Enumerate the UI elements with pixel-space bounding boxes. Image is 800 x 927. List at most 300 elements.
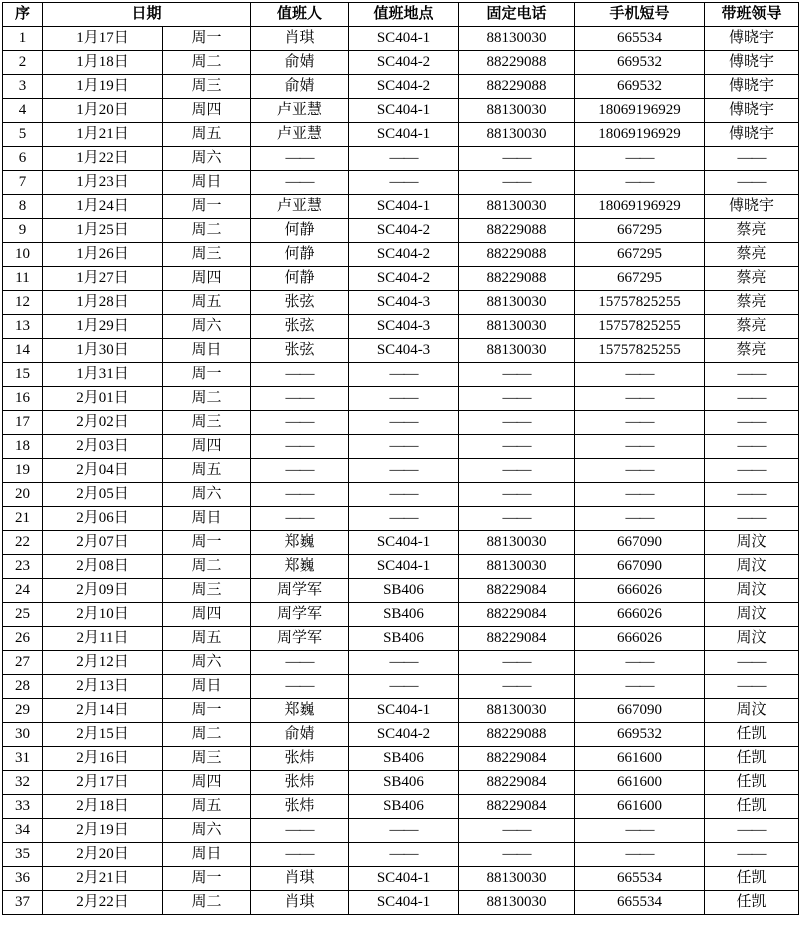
cell-mobile: —— xyxy=(575,411,705,435)
cell-mobile: —— xyxy=(575,507,705,531)
table-row xyxy=(3,339,799,363)
cell-place: SC404-1 xyxy=(349,555,459,579)
cell-leader: —— xyxy=(705,387,799,411)
cell-seq: 25 xyxy=(3,603,43,627)
cell-date: 1月30日 xyxy=(43,339,163,363)
cell-seq: 29 xyxy=(3,699,43,723)
cell-leader: —— xyxy=(705,411,799,435)
cell-phone: —— xyxy=(459,147,575,171)
cell-date: 2月18日 xyxy=(43,795,163,819)
table-row xyxy=(3,867,799,891)
cell-week: 周六 xyxy=(163,651,251,675)
cell-date: 2月14日 xyxy=(43,699,163,723)
cell-mobile: 669532 xyxy=(575,75,705,99)
table-row xyxy=(3,315,799,339)
cell-seq: 11 xyxy=(3,267,43,291)
cell-phone: —— xyxy=(459,363,575,387)
cell-date: 2月11日 xyxy=(43,627,163,651)
cell-date: 1月29日 xyxy=(43,315,163,339)
cell-date: 2月21日 xyxy=(43,867,163,891)
cell-person: 张炜 xyxy=(251,747,349,771)
cell-mobile: 661600 xyxy=(575,747,705,771)
cell-phone: 88229084 xyxy=(459,579,575,603)
cell-phone: 88130030 xyxy=(459,27,575,51)
cell-phone: —— xyxy=(459,843,575,867)
cell-mobile: 666026 xyxy=(575,603,705,627)
cell-seq: 34 xyxy=(3,819,43,843)
table-row xyxy=(3,363,799,387)
cell-person: 郑巍 xyxy=(251,699,349,723)
cell-seq: 9 xyxy=(3,219,43,243)
cell-phone: 88130030 xyxy=(459,867,575,891)
cell-seq: 33 xyxy=(3,795,43,819)
cell-place: SC404-2 xyxy=(349,267,459,291)
cell-phone: 88130030 xyxy=(459,531,575,555)
cell-date: 2月09日 xyxy=(43,579,163,603)
cell-leader: —— xyxy=(705,363,799,387)
cell-mobile: 15757825255 xyxy=(575,291,705,315)
cell-person: —— xyxy=(251,675,349,699)
cell-phone: —— xyxy=(459,171,575,195)
cell-leader: 任凯 xyxy=(705,891,799,915)
cell-leader: 傅晓宇 xyxy=(705,27,799,51)
cell-week: 周四 xyxy=(163,267,251,291)
cell-week: 周一 xyxy=(163,363,251,387)
cell-person: 何静 xyxy=(251,219,349,243)
cell-person: 肖琪 xyxy=(251,867,349,891)
table-row xyxy=(3,435,799,459)
cell-mobile: 661600 xyxy=(575,771,705,795)
cell-person: 郑巍 xyxy=(251,555,349,579)
cell-seq: 21 xyxy=(3,507,43,531)
table-row xyxy=(3,27,799,51)
cell-leader: —— xyxy=(705,171,799,195)
cell-place: SC404-1 xyxy=(349,27,459,51)
cell-leader: 任凯 xyxy=(705,771,799,795)
cell-place: SC404-1 xyxy=(349,99,459,123)
cell-date: 1月31日 xyxy=(43,363,163,387)
cell-phone: —— xyxy=(459,435,575,459)
cell-week: 周一 xyxy=(163,699,251,723)
cell-mobile: 666026 xyxy=(575,627,705,651)
cell-date: 1月21日 xyxy=(43,123,163,147)
cell-week: 周四 xyxy=(163,771,251,795)
cell-person: 周学军 xyxy=(251,627,349,651)
cell-leader: 傅晓宇 xyxy=(705,51,799,75)
cell-place: SC404-3 xyxy=(349,315,459,339)
cell-leader: 蔡亮 xyxy=(705,219,799,243)
cell-place: —— xyxy=(349,507,459,531)
cell-mobile: 667090 xyxy=(575,699,705,723)
cell-date: 1月28日 xyxy=(43,291,163,315)
table-row xyxy=(3,699,799,723)
column-header-mobile: 手机短号 xyxy=(575,3,705,27)
cell-place: SC404-2 xyxy=(349,51,459,75)
cell-phone: 88229088 xyxy=(459,267,575,291)
cell-date: 2月17日 xyxy=(43,771,163,795)
cell-mobile: 15757825255 xyxy=(575,315,705,339)
cell-phone: 88130030 xyxy=(459,555,575,579)
table-row xyxy=(3,411,799,435)
cell-mobile: —— xyxy=(575,363,705,387)
cell-leader: 任凯 xyxy=(705,867,799,891)
cell-person: 俞婧 xyxy=(251,723,349,747)
column-header-seq: 序 xyxy=(3,3,43,27)
cell-mobile: 667295 xyxy=(575,219,705,243)
cell-leader: 周汶 xyxy=(705,555,799,579)
cell-leader: 周汶 xyxy=(705,627,799,651)
cell-week: 周三 xyxy=(163,747,251,771)
cell-leader: —— xyxy=(705,147,799,171)
cell-leader: 周汶 xyxy=(705,699,799,723)
cell-leader: 蔡亮 xyxy=(705,291,799,315)
cell-seq: 12 xyxy=(3,291,43,315)
cell-seq: 3 xyxy=(3,75,43,99)
duty-schedule-table xyxy=(2,2,799,915)
cell-place: SC404-1 xyxy=(349,891,459,915)
cell-date: 2月19日 xyxy=(43,819,163,843)
cell-leader: 蔡亮 xyxy=(705,243,799,267)
cell-seq: 27 xyxy=(3,651,43,675)
cell-week: 周二 xyxy=(163,51,251,75)
cell-person: 周学军 xyxy=(251,579,349,603)
cell-date: 2月03日 xyxy=(43,435,163,459)
cell-date: 2月12日 xyxy=(43,651,163,675)
cell-place: SC404-3 xyxy=(349,291,459,315)
table-row xyxy=(3,291,799,315)
table-row xyxy=(3,483,799,507)
cell-seq: 26 xyxy=(3,627,43,651)
cell-week: 周六 xyxy=(163,819,251,843)
cell-week: 周四 xyxy=(163,435,251,459)
cell-seq: 15 xyxy=(3,363,43,387)
cell-phone: 88130030 xyxy=(459,891,575,915)
cell-person: 俞婧 xyxy=(251,51,349,75)
cell-place: SC404-2 xyxy=(349,723,459,747)
table-row xyxy=(3,195,799,219)
cell-seq: 8 xyxy=(3,195,43,219)
cell-place: —— xyxy=(349,147,459,171)
table-row xyxy=(3,603,799,627)
cell-place: —— xyxy=(349,819,459,843)
cell-seq: 35 xyxy=(3,843,43,867)
cell-week: 周二 xyxy=(163,219,251,243)
cell-mobile: 661600 xyxy=(575,795,705,819)
cell-date: 2月20日 xyxy=(43,843,163,867)
cell-leader: —— xyxy=(705,459,799,483)
table-row xyxy=(3,171,799,195)
cell-seq: 13 xyxy=(3,315,43,339)
cell-mobile: —— xyxy=(575,651,705,675)
cell-mobile: 15757825255 xyxy=(575,339,705,363)
cell-week: 周六 xyxy=(163,147,251,171)
cell-week: 周五 xyxy=(163,459,251,483)
table-row xyxy=(3,795,799,819)
cell-week: 周一 xyxy=(163,531,251,555)
cell-seq: 7 xyxy=(3,171,43,195)
cell-place: SC404-1 xyxy=(349,531,459,555)
table-row xyxy=(3,651,799,675)
cell-person: —— xyxy=(251,483,349,507)
cell-leader: 傅晓宇 xyxy=(705,99,799,123)
cell-seq: 17 xyxy=(3,411,43,435)
cell-seq: 30 xyxy=(3,723,43,747)
column-header-person: 值班人 xyxy=(251,3,349,27)
table-body xyxy=(3,27,799,915)
table-row xyxy=(3,891,799,915)
cell-place: SC404-2 xyxy=(349,75,459,99)
cell-place: —— xyxy=(349,675,459,699)
cell-mobile: —— xyxy=(575,819,705,843)
cell-person: 郑巍 xyxy=(251,531,349,555)
cell-person: 张炜 xyxy=(251,795,349,819)
cell-leader: 傅晓宇 xyxy=(705,75,799,99)
table-row xyxy=(3,771,799,795)
cell-date: 1月20日 xyxy=(43,99,163,123)
table-row xyxy=(3,819,799,843)
cell-date: 2月06日 xyxy=(43,507,163,531)
cell-seq: 18 xyxy=(3,435,43,459)
cell-person: —— xyxy=(251,507,349,531)
cell-leader: 傅晓宇 xyxy=(705,123,799,147)
cell-seq: 10 xyxy=(3,243,43,267)
cell-week: 周五 xyxy=(163,795,251,819)
cell-week: 周日 xyxy=(163,339,251,363)
cell-week: 周日 xyxy=(163,507,251,531)
cell-leader: 傅晓宇 xyxy=(705,195,799,219)
cell-week: 周二 xyxy=(163,387,251,411)
cell-phone: —— xyxy=(459,507,575,531)
cell-place: —— xyxy=(349,843,459,867)
cell-seq: 14 xyxy=(3,339,43,363)
cell-mobile: —— xyxy=(575,843,705,867)
cell-phone: —— xyxy=(459,651,575,675)
cell-date: 2月02日 xyxy=(43,411,163,435)
cell-leader: —— xyxy=(705,675,799,699)
cell-phone: 88130030 xyxy=(459,123,575,147)
cell-phone: 88130030 xyxy=(459,699,575,723)
cell-person: —— xyxy=(251,435,349,459)
cell-mobile: 18069196929 xyxy=(575,99,705,123)
cell-date: 2月05日 xyxy=(43,483,163,507)
table-row xyxy=(3,531,799,555)
cell-week: 周五 xyxy=(163,123,251,147)
cell-mobile: —— xyxy=(575,147,705,171)
cell-leader: —— xyxy=(705,819,799,843)
cell-date: 1月17日 xyxy=(43,27,163,51)
cell-week: 周一 xyxy=(163,195,251,219)
cell-leader: —— xyxy=(705,483,799,507)
cell-date: 2月07日 xyxy=(43,531,163,555)
cell-mobile: 667090 xyxy=(575,531,705,555)
cell-place: SB406 xyxy=(349,603,459,627)
cell-person: 张弦 xyxy=(251,339,349,363)
cell-leader: —— xyxy=(705,651,799,675)
cell-week: 周五 xyxy=(163,291,251,315)
cell-mobile: 666026 xyxy=(575,579,705,603)
table-row xyxy=(3,99,799,123)
cell-mobile: 667295 xyxy=(575,243,705,267)
cell-date: 2月22日 xyxy=(43,891,163,915)
cell-date: 2月13日 xyxy=(43,675,163,699)
cell-phone: —— xyxy=(459,819,575,843)
cell-place: SC404-1 xyxy=(349,123,459,147)
cell-phone: 88130030 xyxy=(459,291,575,315)
cell-date: 2月16日 xyxy=(43,747,163,771)
cell-date: 2月08日 xyxy=(43,555,163,579)
cell-seq: 19 xyxy=(3,459,43,483)
cell-leader: 蔡亮 xyxy=(705,267,799,291)
cell-person: 张弦 xyxy=(251,315,349,339)
cell-place: —— xyxy=(349,363,459,387)
cell-date: 1月18日 xyxy=(43,51,163,75)
table-row xyxy=(3,243,799,267)
cell-person: —— xyxy=(251,147,349,171)
cell-date: 1月24日 xyxy=(43,195,163,219)
cell-place: —— xyxy=(349,435,459,459)
cell-phone: —— xyxy=(459,387,575,411)
table-row xyxy=(3,555,799,579)
cell-week: 周二 xyxy=(163,891,251,915)
cell-date: 2月01日 xyxy=(43,387,163,411)
table-row xyxy=(3,75,799,99)
cell-phone: 88229088 xyxy=(459,51,575,75)
cell-mobile: 669532 xyxy=(575,51,705,75)
cell-leader: 蔡亮 xyxy=(705,339,799,363)
table-row xyxy=(3,843,799,867)
cell-person: 俞婧 xyxy=(251,75,349,99)
cell-phone: 88130030 xyxy=(459,195,575,219)
cell-mobile: —— xyxy=(575,435,705,459)
cell-person: 何静 xyxy=(251,243,349,267)
cell-person: —— xyxy=(251,363,349,387)
column-header-phone: 固定电话 xyxy=(459,3,575,27)
cell-week: 周六 xyxy=(163,315,251,339)
cell-person: —— xyxy=(251,411,349,435)
cell-place: SB406 xyxy=(349,747,459,771)
cell-phone: 88229088 xyxy=(459,723,575,747)
cell-person: 张弦 xyxy=(251,291,349,315)
cell-mobile: —— xyxy=(575,459,705,483)
cell-week: 周三 xyxy=(163,243,251,267)
cell-seq: 2 xyxy=(3,51,43,75)
cell-person: —— xyxy=(251,387,349,411)
cell-seq: 1 xyxy=(3,27,43,51)
cell-seq: 32 xyxy=(3,771,43,795)
cell-person: —— xyxy=(251,819,349,843)
cell-phone: 88229088 xyxy=(459,219,575,243)
cell-phone: 88229084 xyxy=(459,795,575,819)
cell-date: 2月15日 xyxy=(43,723,163,747)
cell-mobile: 669532 xyxy=(575,723,705,747)
table-header xyxy=(3,3,799,27)
cell-week: 周四 xyxy=(163,603,251,627)
cell-week: 周日 xyxy=(163,675,251,699)
cell-seq: 36 xyxy=(3,867,43,891)
cell-place: SC404-1 xyxy=(349,195,459,219)
column-header-date: 日期 xyxy=(43,3,251,27)
table-row xyxy=(3,51,799,75)
cell-place: —— xyxy=(349,387,459,411)
cell-seq: 23 xyxy=(3,555,43,579)
cell-week: 周三 xyxy=(163,579,251,603)
cell-person: 周学军 xyxy=(251,603,349,627)
cell-phone: 88130030 xyxy=(459,99,575,123)
cell-place: —— xyxy=(349,411,459,435)
cell-seq: 5 xyxy=(3,123,43,147)
cell-seq: 20 xyxy=(3,483,43,507)
cell-place: SC404-2 xyxy=(349,243,459,267)
cell-seq: 37 xyxy=(3,891,43,915)
cell-leader: —— xyxy=(705,435,799,459)
cell-phone: 88229088 xyxy=(459,243,575,267)
cell-week: 周一 xyxy=(163,27,251,51)
cell-place: —— xyxy=(349,459,459,483)
header-row xyxy=(3,3,799,27)
cell-week: 周二 xyxy=(163,723,251,747)
cell-week: 周五 xyxy=(163,627,251,651)
table-row xyxy=(3,219,799,243)
cell-mobile: —— xyxy=(575,387,705,411)
cell-week: 周三 xyxy=(163,75,251,99)
cell-person: 何静 xyxy=(251,267,349,291)
table-row xyxy=(3,459,799,483)
cell-place: —— xyxy=(349,483,459,507)
cell-place: SB406 xyxy=(349,795,459,819)
cell-place: —— xyxy=(349,651,459,675)
cell-person: 肖琪 xyxy=(251,27,349,51)
cell-place: SC404-3 xyxy=(349,339,459,363)
cell-mobile: 18069196929 xyxy=(575,123,705,147)
cell-mobile: 18069196929 xyxy=(575,195,705,219)
cell-place: SB406 xyxy=(349,579,459,603)
cell-leader: —— xyxy=(705,843,799,867)
cell-date: 1月26日 xyxy=(43,243,163,267)
cell-leader: 任凯 xyxy=(705,747,799,771)
cell-seq: 6 xyxy=(3,147,43,171)
cell-phone: —— xyxy=(459,483,575,507)
cell-week: 周六 xyxy=(163,483,251,507)
cell-mobile: 665534 xyxy=(575,891,705,915)
table-row xyxy=(3,387,799,411)
table-row xyxy=(3,507,799,531)
table-row xyxy=(3,147,799,171)
cell-phone: —— xyxy=(459,675,575,699)
cell-leader: 周汶 xyxy=(705,531,799,555)
table-row xyxy=(3,579,799,603)
table-row xyxy=(3,675,799,699)
cell-week: 周三 xyxy=(163,411,251,435)
cell-seq: 4 xyxy=(3,99,43,123)
cell-place: SB406 xyxy=(349,627,459,651)
cell-mobile: —— xyxy=(575,483,705,507)
cell-week: 周日 xyxy=(163,843,251,867)
cell-person: 卢亚慧 xyxy=(251,99,349,123)
cell-person: 卢亚慧 xyxy=(251,123,349,147)
cell-date: 1月25日 xyxy=(43,219,163,243)
cell-place: SB406 xyxy=(349,771,459,795)
cell-week: 周二 xyxy=(163,555,251,579)
cell-mobile: 665534 xyxy=(575,867,705,891)
cell-date: 1月27日 xyxy=(43,267,163,291)
cell-leader: 任凯 xyxy=(705,723,799,747)
cell-seq: 24 xyxy=(3,579,43,603)
cell-mobile: 665534 xyxy=(575,27,705,51)
cell-leader: 周汶 xyxy=(705,603,799,627)
cell-person: —— xyxy=(251,459,349,483)
cell-phone: 88130030 xyxy=(459,315,575,339)
cell-leader: 周汶 xyxy=(705,579,799,603)
